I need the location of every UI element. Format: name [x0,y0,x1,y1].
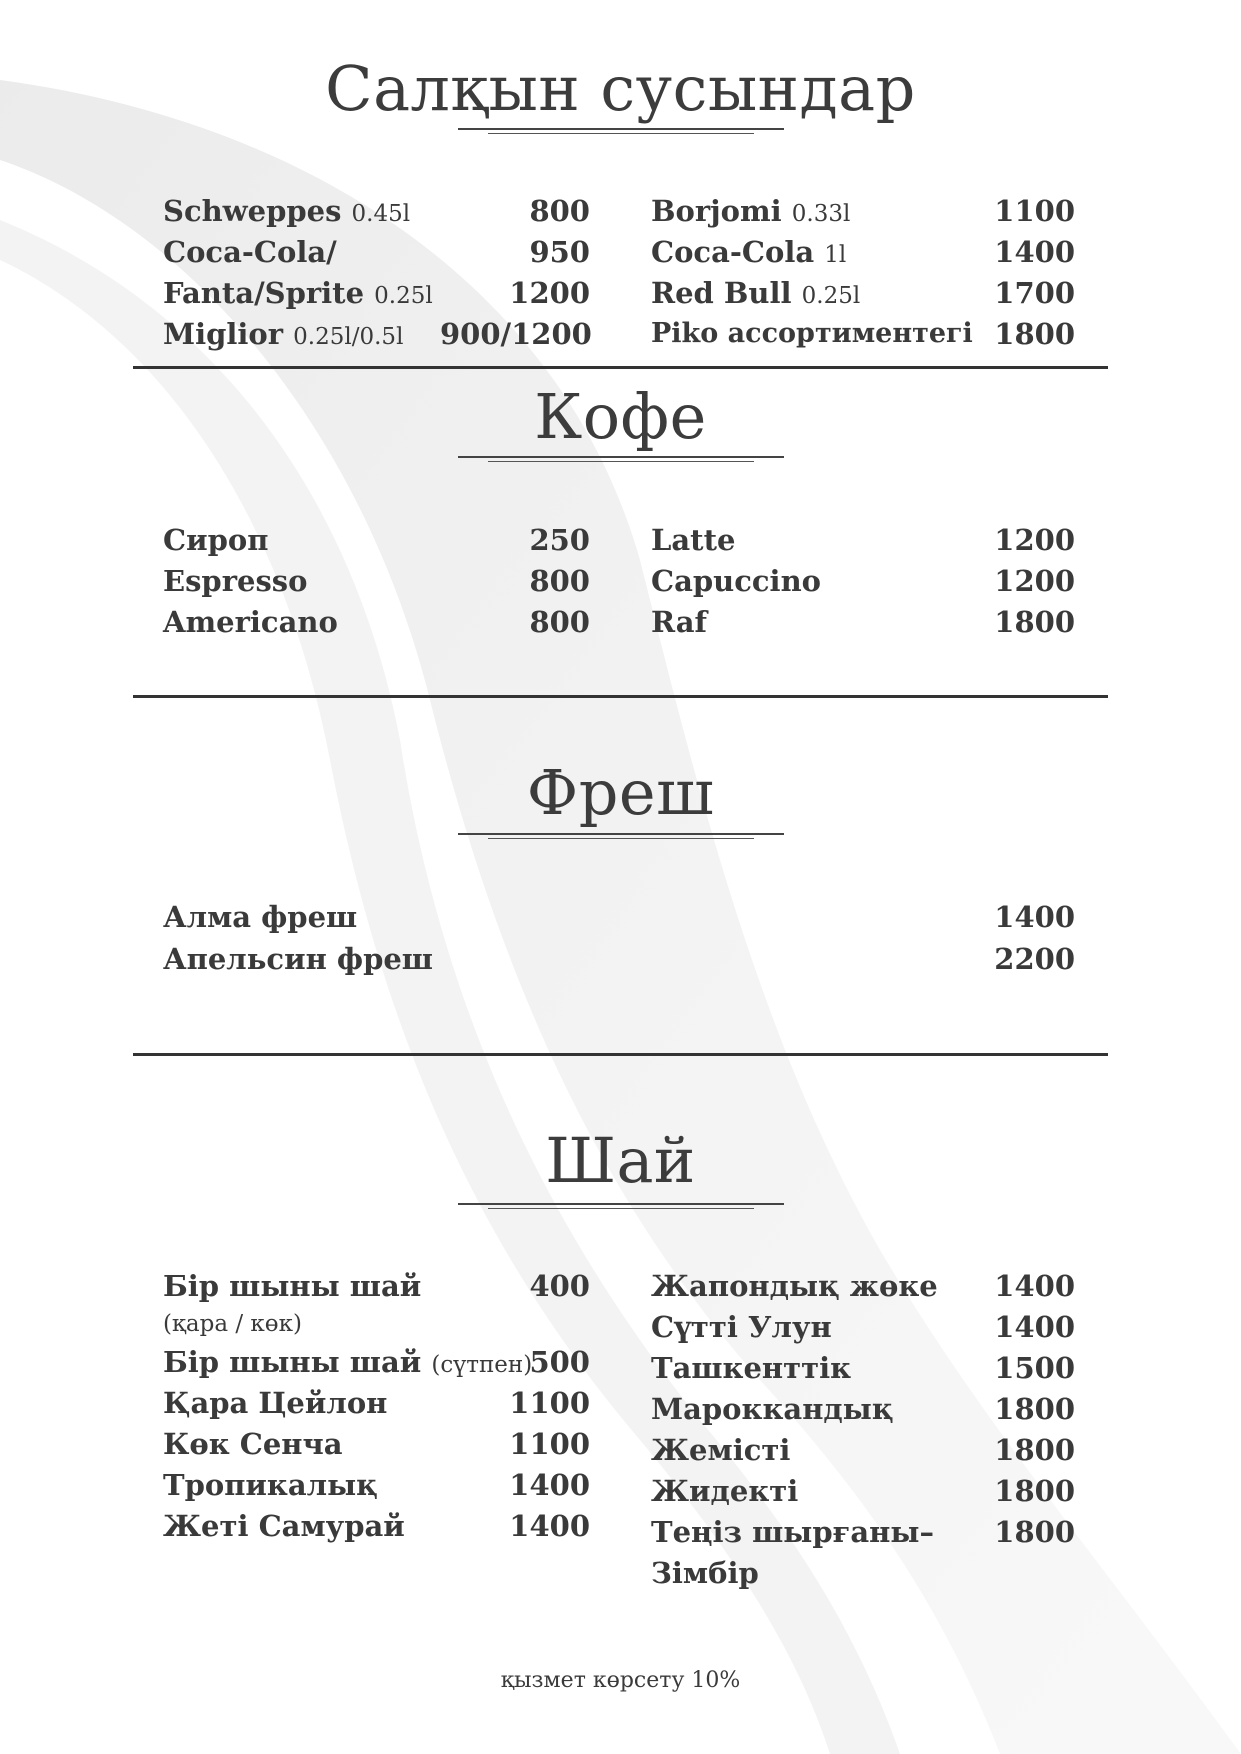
menu-item: Capuccino [651,564,821,598]
menu-item-price: 1400 [994,1310,1075,1344]
menu-item: Ташкенттік [651,1351,852,1385]
menu-item-price: 1800 [994,317,1075,351]
menu-item-price: 1800 [994,1392,1075,1426]
menu-item: Мароккандық [651,1392,894,1426]
menu-item: Жапондық жөке [651,1269,938,1303]
menu-item: Americano [163,605,338,639]
section-title-fresh: Фреш [526,756,715,829]
menu-item-price: 1100 [509,1427,590,1461]
menu-item: Coca-Cola/ [163,235,337,269]
menu-item: Апельсин фреш [163,942,433,976]
menu-item-price: 1800 [994,605,1075,639]
title-underline [458,833,784,843]
menu-item-note: (қара / көк) [163,1311,302,1337]
menu-item: Raf [651,605,708,639]
menu-item: Жидекті [651,1474,799,1508]
menu-item-price: 1400 [994,1269,1075,1303]
menu-item-price: 1500 [994,1351,1075,1385]
section-title-tea: Шай [545,1124,696,1197]
menu-item-price: 1700 [994,276,1075,310]
menu-item: Piko ассортиментегі [651,318,973,349]
title-underline [458,1203,784,1213]
menu-item: Miglior 0.25l/0.5l [163,317,404,351]
menu-item-price: 1800 [994,1474,1075,1508]
menu-item: Бір шыны шай [163,1269,422,1303]
menu-item-price: 1800 [994,1433,1075,1467]
menu-item: Сүтті Улун [651,1310,832,1344]
menu-item: Coca-Cola 1l [651,235,847,269]
menu-item: Fanta/Sprite 0.25l [163,276,433,310]
menu-item-price: 800 [529,605,590,639]
menu-item-price: 800 [529,194,590,228]
menu-item-price: 2200 [994,942,1075,976]
menu-item: Теңіз шырғаны– [651,1515,934,1549]
menu-item-price: 1400 [509,1509,590,1543]
menu-item-price: 250 [529,523,590,557]
menu-item-price: 1400 [994,235,1075,269]
section-divider [133,366,1108,369]
menu-item: Көк Сенча [163,1427,343,1461]
menu-item: Сироп [163,523,269,557]
menu-item: Алма фреш [163,900,358,934]
section-divider [133,1053,1108,1056]
title-underline [458,128,784,138]
menu-item-price: 900/1200 [440,317,592,351]
menu-item-price: 1200 [994,523,1075,557]
menu-item-price: 500 [529,1345,590,1379]
menu-item-price: 1100 [994,194,1075,228]
menu-item-price: 1400 [509,1468,590,1502]
menu-item: Espresso [163,564,308,598]
menu-item: Тропикалық [163,1468,378,1502]
menu-item-price: 1200 [994,564,1075,598]
menu-item-price: 1200 [509,276,590,310]
menu-item-price: 1800 [994,1515,1075,1549]
menu-item: Бір шыны шай (сүтпен) [163,1345,533,1379]
menu-item: Зімбір [651,1556,759,1590]
menu-item: Schweppes 0.45l [163,194,411,228]
menu-item: Latte [651,523,736,557]
service-charge-note: қызмет көрсету 10% [500,1668,741,1693]
menu-item-price: 1100 [509,1386,590,1420]
menu-item-price: 1400 [994,900,1075,934]
menu-item: Жемісті [651,1433,791,1467]
menu-item-price: 800 [529,564,590,598]
section-title-coffee: Кофе [534,380,707,453]
menu-item-price: 950 [529,235,590,269]
section-divider [133,695,1108,698]
section-title-cold-drinks: Салқын сусындар [325,52,916,125]
menu-item-price: 400 [529,1269,590,1303]
menu-item: Жеті Самурай [163,1509,405,1543]
title-underline [458,456,784,466]
menu-item: Red Bull 0.25l [651,276,861,310]
menu-item: Borjomi 0.33l [651,194,851,228]
menu-item: Қара Цейлон [163,1386,388,1420]
